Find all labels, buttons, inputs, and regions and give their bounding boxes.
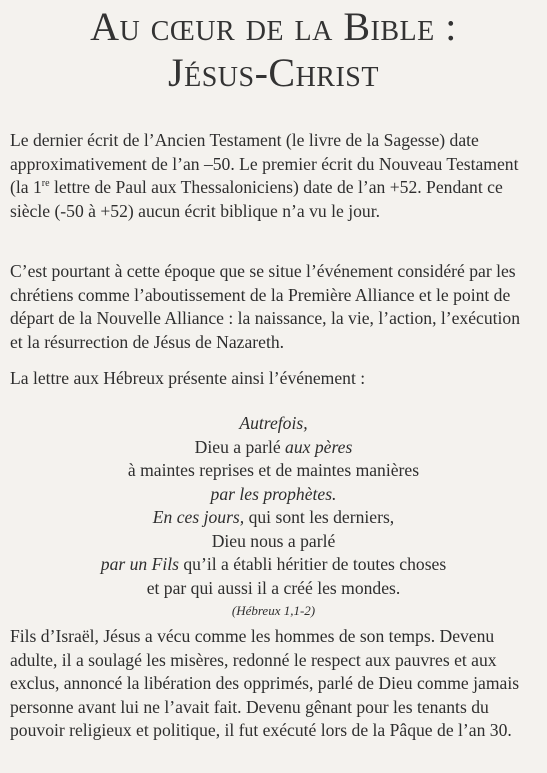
quote-line-4: par les prophètes. — [210, 483, 337, 504]
quote-line-8: et par qui aussi il a créé les mondes. — [146, 577, 401, 598]
quote-line-2 — [0, 436, 547, 460]
paragraph-intro — [10, 129, 537, 223]
quote-line-1: Autrefois, — [239, 413, 308, 433]
quote-line-7 — [0, 553, 547, 577]
paragraph-intro-text-a: Le dernier écrit de l’Ancien Testament (le livre de la Sagesse) date approximativement de l’an –50. Le premier écrit du Nouveau Testament (la 1 — [10, 130, 519, 197]
ordinal-superscript: re — [41, 178, 50, 190]
paragraph-event: C’est pourtant à cette époque que se situe l’événement considéré par les chrétiens comme l’aboutissement de la Première Alliance et le point de départ de la Nouvelle Alliance : la naissance, la vie, l’action, l’exécution et la résurrection de Jésus de Nazareth. — [10, 261, 521, 352]
quote-line-7-italic: par un Fils — [100, 554, 179, 574]
quote-line-7-text: qu’il a établi héritier de toutes choses — [178, 554, 447, 574]
title-line-2: Jésus-Christ — [168, 50, 379, 95]
quote-line-6: Dieu nous a parlé — [211, 530, 336, 551]
paragraph-intro-text-b: lettre de Paul aux Thessaloniciens) date de l’an +52. Pendant ce siècle (-50 à +52) aucun écrit biblique n’a vu le jour. — [10, 177, 503, 221]
paragraph-hebrews-intro: La lettre aux Hébreux présente ainsi l’événement : — [10, 368, 366, 388]
page-title — [0, 4, 547, 96]
paragraph-jesus-life: Fils d’Israël, Jésus a vécu comme les hommes de son temps. Devenu adulte, il a soulagé les misères, redonné le respect aux pauvres et aux exclus, annoncé la libération des opprimés, parlé de Dieu comme jamais personne avant lui ne l’avait fait. Devenu gênant pour les tenants du pouvoir religieux et politique, il fut exécuté lors de la Pâque de l’an 30. — [10, 626, 520, 740]
quote-reference: (Hébreux 1,1-2) — [231, 603, 316, 618]
quote-line-2-italic: aux pères — [285, 436, 353, 457]
title-line-1: Au cœur de la Bible : — [90, 4, 457, 49]
quote-line-5 — [0, 506, 547, 530]
scripture-quote — [0, 412, 547, 622]
quote-line-3: à maintes reprises et de maintes manières — [127, 460, 420, 480]
quote-line-5-italic: En ces jours, — [152, 507, 245, 527]
quote-line-5-text: qui sont les derniers, — [244, 507, 395, 527]
quote-line-2-text: Dieu a parlé — [194, 436, 286, 457]
